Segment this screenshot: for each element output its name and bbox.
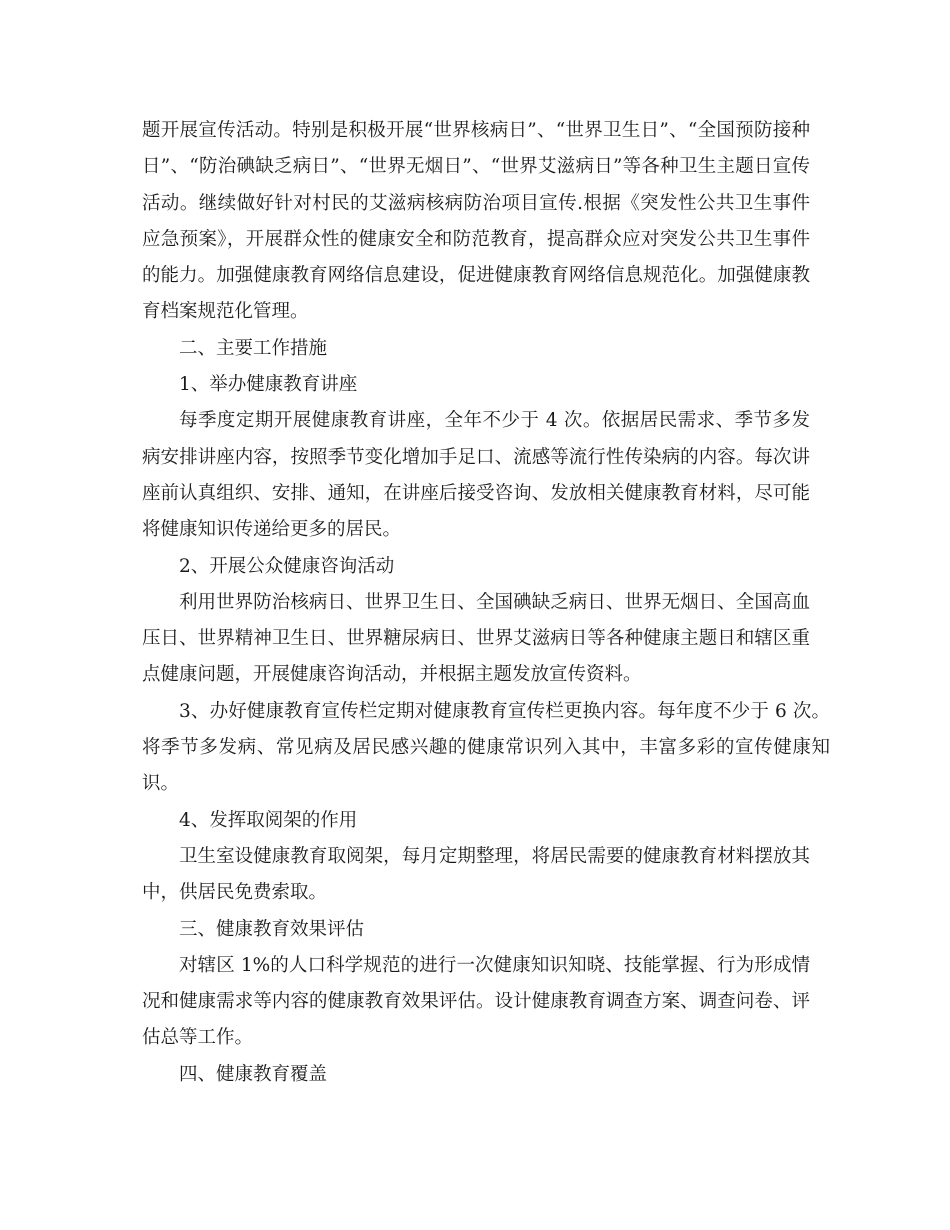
paragraph-intro-continuation: 题开展宣传活动。特别是积极开展“世界核病日”、“世界卫生日”、“全国预防接种日”、“防治碘缺乏病日”、“世界无烟日”、“世界艾滋病日”等各种卫生主题日宣传活动。继续做好针对村民的艾滋病核病防治项目宣传.根据《突发性公共卫生事件应急预案》，开展群众性的健康安全和防范教育，提高群众应对突发公共卫生事件的能力。加强健康教育网络信息建设，促进健康教育网络信息规范化。加强健康教育档案规范化管理。 bbox=[142, 120, 810, 323]
paragraph-reading-rack: 卫生室设健康教育取阅架，每月定期整理，将居民需要的健康教育材料摆放其中，供居民免费索取。 bbox=[142, 845, 810, 904]
heading-effect-evaluation: 三、健康教育效果评估 bbox=[179, 918, 365, 940]
heading-main-measures: 二、主要工作措施 bbox=[179, 337, 328, 359]
subheading-lectures: 1、举办健康教育讲座 bbox=[179, 374, 358, 396]
document-body bbox=[142, 113, 830, 1093]
paragraph-consultation: 利用世界防治核病日、世界卫生日、全国碘缺乏病日、世界无烟日、全国高血压日、世界精神卫生日、世界糖尿病日、世界艾滋病日等各种健康主题日和辖区重点健康问题，开展健康咨询活动，并根据主题发放宣传资料。 bbox=[142, 591, 810, 686]
paragraph-bulletin-board: 3、办好健康教育宣传栏定期对健康教育宣传栏更换内容。每年度不少于 6 次。将季节多发病、常见病及居民感兴趣的健康常识列入其中，丰富多彩的宣传健康知识。 bbox=[142, 700, 830, 795]
paragraph-effect-evaluation: 对辖区 1%的人口科学规范的进行一次健康知识知晓、技能掌握、行为形成情况和健康需求等内容的健康教育效果评估。设计健康教育调查方案、调查问卷、评估总等工作。 bbox=[142, 954, 810, 1049]
heading-coverage: 四、健康教育覆盖 bbox=[179, 1063, 328, 1085]
subheading-consultation: 2、开展公众健康咨询活动 bbox=[179, 555, 395, 577]
subheading-reading-rack: 4、发挥取阅架的作用 bbox=[179, 809, 358, 831]
paragraph-lectures: 每季度定期开展健康教育讲座，全年不少于 4 次。依据居民需求、季节多发病安排讲座内容，按照季节变化增加手足口、流感等流行性传染病的内容。每次讲座前认真组织、安排、通知，在讲座后接受咨询、发放相关健康教育材料，尽可能将健康知识传递给更多的居民。 bbox=[142, 410, 810, 541]
